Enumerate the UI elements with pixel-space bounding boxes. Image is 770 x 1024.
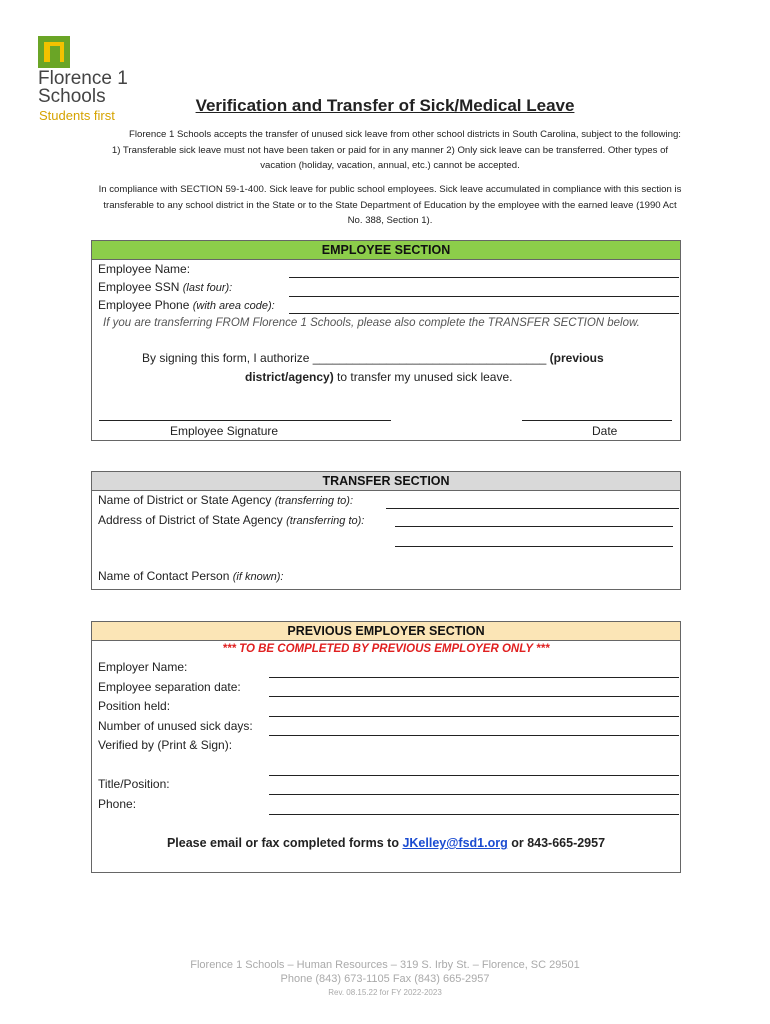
intro-paragraph-1: Florence 1 Schools accepts the transfer of unused sick leave from other school districts in South Carolina, subject to the following: 1) Transferable sick leave must not have been taken or paid for in any manner 2) Only sick leave can be transferred. Other types of vacation (holiday, vacation, annual, etc.) cannot be accepted. <box>111 129 681 171</box>
transfer-contact-label <box>98 569 284 583</box>
previous-employer-notice: *** TO BE COMPLETED BY PREVIOUS EMPLOYER ONLY *** <box>222 643 550 655</box>
title-position-label: Title/Position: <box>98 777 170 791</box>
transfer-agency-name-note: (transferring to): <box>274 495 353 507</box>
previous-phone-label: Phone: <box>98 797 137 811</box>
date-label: Date <box>592 424 618 438</box>
employee-phone-field[interactable] <box>289 313 679 314</box>
transfer-section <box>91 471 681 590</box>
transfer-section-heading: TRANSFER SECTION <box>92 472 680 491</box>
employee-section <box>91 240 681 441</box>
unused-sick-days-field[interactable] <box>269 735 679 736</box>
previous-phone-field[interactable] <box>269 814 679 815</box>
transfer-contact-note: (if known): <box>232 571 284 583</box>
footer-revision: Rev. 08.15.22 for FY 2022-2023 <box>328 988 442 997</box>
verified-by-label: Verified by (Print & Sign): <box>98 738 233 752</box>
transfer-agency-address-text: Address of District of State Agency <box>98 513 283 527</box>
signature-date-field[interactable] <box>522 420 672 421</box>
transfer-instruction-note: If you are transferring FROM Florence 1 Schools, please also complete the TRANSFER SECTION below. <box>103 317 640 329</box>
position-held-label: Position held: <box>98 699 171 713</box>
authorize-line-2 <box>245 370 512 384</box>
employee-signature-label: Employee Signature <box>170 424 279 438</box>
position-held-field[interactable] <box>269 716 679 717</box>
page-title: Verification and Transfer of Sick/Medical Leave <box>195 96 575 115</box>
authorize-district: district/agency) <box>245 370 334 384</box>
transfer-agency-name-text: Name of District or State Agency <box>98 493 272 507</box>
unused-sick-days-label: Number of unused sick days: <box>98 719 253 733</box>
title-position-field[interactable] <box>269 794 679 795</box>
florence1-logo-icon <box>38 36 70 68</box>
employee-phone-note: (with area code): <box>192 300 275 312</box>
employer-name-field[interactable] <box>269 677 679 678</box>
transfer-agency-address-note: (transferring to): <box>286 515 365 527</box>
previous-employer-section <box>91 621 681 873</box>
transfer-agency-address-label <box>98 513 364 527</box>
employee-ssn-text: Employee SSN <box>98 280 180 294</box>
employee-name-field[interactable] <box>289 277 679 278</box>
logo-line1: Florence 1 <box>38 68 128 89</box>
employee-section-heading: EMPLOYEE SECTION <box>92 241 680 260</box>
employee-ssn-field[interactable] <box>289 296 679 297</box>
email-link[interactable]: JKelley@fsd1.org <box>402 836 508 850</box>
separation-date-label: Employee separation date: <box>98 680 241 694</box>
logo-tagline: Students first <box>39 108 115 123</box>
authorize-end: to transfer my unused sick leave. <box>337 370 513 384</box>
transfer-contact-text: Name of Contact Person <box>98 569 230 583</box>
submit-suffix: or 843-665-2957 <box>511 836 606 850</box>
employee-ssn-note: (last four): <box>182 282 233 294</box>
authorize-previous: (previous <box>549 351 604 365</box>
separation-date-field[interactable] <box>269 696 679 697</box>
submit-instructions <box>92 836 680 850</box>
footer-address: Florence 1 Schools – Human Resources – 319 S. Irby St. – Florence, SC 29501 <box>190 959 580 971</box>
employee-phone-label <box>98 298 275 312</box>
authorize-line-1 <box>142 351 604 365</box>
submit-prefix: Please email or fax completed forms to <box>166 836 399 850</box>
logo-line2: Schools <box>38 86 106 107</box>
transfer-agency-name-label <box>98 493 353 507</box>
footer-phone-fax: Phone (843) 673-1105 Fax (843) 665-2957 <box>280 973 490 985</box>
intro-paragraph-2: In compliance with SECTION 59-1-400. Sick leave for public school employees. Sick leave accumulated in compliance with this section is transferable to any school district in the State or to the State Department of Education by the employee with the earned leave (1990 Act No. 388, Section 1). <box>98 184 682 226</box>
employee-signature-field[interactable] <box>99 420 391 421</box>
transfer-agency-address-field-1[interactable] <box>395 526 673 527</box>
transfer-agency-address-field-2[interactable] <box>395 546 673 547</box>
verified-by-field[interactable] <box>269 775 679 776</box>
employee-ssn-label <box>98 280 232 294</box>
employer-name-label: Employer Name: <box>98 660 188 674</box>
authorize-start: By signing this form, I authorize ___________________________________ <box>142 351 547 365</box>
transfer-agency-name-field[interactable] <box>386 508 679 509</box>
employee-name-label: Employee Name: <box>98 262 191 276</box>
employee-phone-text: Employee Phone <box>98 298 190 312</box>
previous-employer-heading: PREVIOUS EMPLOYER SECTION <box>92 622 680 641</box>
